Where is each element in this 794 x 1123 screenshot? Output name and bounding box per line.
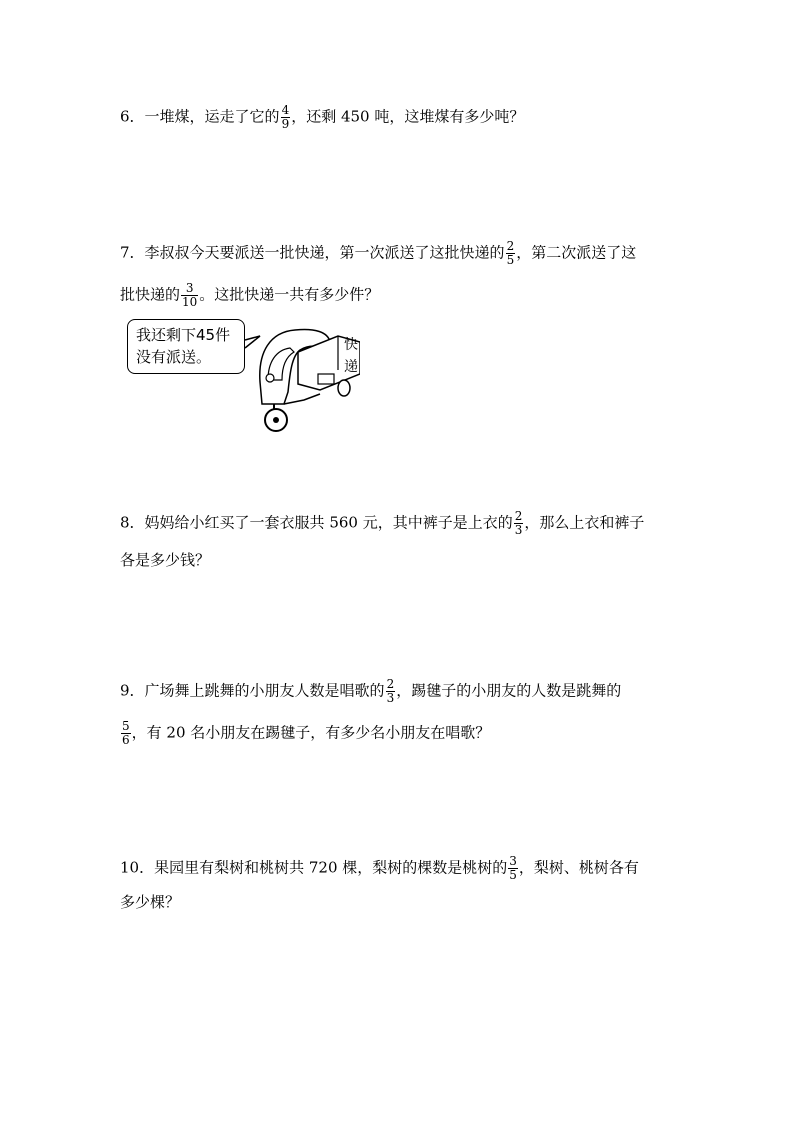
rear-light: [318, 374, 334, 384]
question-text: ，有 20 名小朋友在踢毽子，有多少名小朋友在唱歌？: [131, 723, 491, 742]
fraction-denominator: 5: [506, 253, 515, 267]
fraction: [386, 678, 396, 705]
question-7-line-1: [120, 240, 636, 267]
fraction-denominator: 5: [509, 868, 517, 882]
question-9-line-2: [120, 720, 490, 747]
fraction-numerator: 5: [122, 719, 130, 733]
fraction: [281, 104, 291, 131]
question-6-line-1: [120, 104, 524, 131]
fraction: [514, 510, 524, 537]
question-10-line-2: [120, 891, 180, 913]
question-number: 10．: [120, 858, 155, 877]
cargo-box-label: [340, 334, 362, 378]
fraction-numerator: 2: [386, 677, 395, 691]
question-text: 各是多少钱？: [120, 551, 211, 569]
speech-bubble: [127, 319, 245, 374]
question-text: 多少棵？: [120, 893, 181, 911]
fraction-numerator: 2: [514, 509, 523, 523]
fraction-numerator: 3: [181, 282, 198, 296]
question-7-line-2: [120, 282, 379, 309]
question-number: 9．: [120, 681, 145, 700]
bubble-text-line-1: 我还剩下45件: [136, 326, 231, 344]
question-text: 妈妈给小红买了一套衣服共 560 元，其中裤子是上衣的: [144, 513, 513, 532]
question-text: 李叔叔今天要派送一批快递，第一次派送了这批快递的: [144, 243, 505, 262]
rear-wheel-icon: [338, 380, 350, 396]
front-hub: [273, 417, 279, 423]
fraction-denominator: 9: [281, 117, 290, 131]
headlight-icon: [266, 374, 274, 382]
fraction-denominator: 6: [122, 733, 130, 747]
question-text: 广场舞上跳舞的小朋友人数是唱歌的: [144, 681, 385, 700]
fraction-denominator: 10: [182, 295, 198, 309]
question-text: 。这批快递一共有多少件？: [199, 285, 380, 304]
question-text: ，第二次派送了这: [516, 243, 637, 262]
question-number: 7．: [120, 243, 145, 262]
bubble-text-line-2: 没有派送。: [136, 348, 212, 366]
question-number: 6．: [120, 107, 145, 126]
question-text: ，还剩 450 吨，这堆煤有多少吨？: [291, 107, 525, 126]
question-text: ，那么上衣和裤子: [524, 513, 645, 532]
chassis: [284, 394, 320, 404]
cargo-label-char-2: 递: [344, 359, 358, 375]
fraction-denominator: 3: [514, 523, 523, 537]
fraction-denominator: 3: [386, 691, 395, 705]
fraction: [506, 240, 516, 267]
question-text: 果园里有梨树和桃树共 720 棵，梨树的棵数是桃树的: [154, 858, 508, 877]
fraction: [508, 855, 518, 882]
fraction: [121, 720, 131, 747]
cargo-label-char-1: 快: [344, 337, 358, 353]
question-text: ，踢毽子的小朋友的人数是跳舞的: [396, 681, 622, 700]
fraction-numerator: 4: [281, 103, 290, 117]
fraction: [181, 282, 198, 309]
question-8-line-2: [120, 549, 210, 571]
question-number: 8．: [120, 513, 145, 532]
question-text: 一堆煤，运走了它的: [144, 107, 280, 126]
question-8-line-1: [120, 510, 644, 537]
fraction-numerator: 3: [509, 854, 517, 868]
question-text: 批快递的: [120, 285, 181, 304]
bubble-tail: [245, 336, 260, 348]
fraction-numerator: 2: [506, 239, 515, 253]
question-10-line-1: [120, 855, 639, 882]
question-text: ，梨树、桃树各有: [518, 858, 639, 877]
question-9-line-1: [120, 678, 621, 705]
